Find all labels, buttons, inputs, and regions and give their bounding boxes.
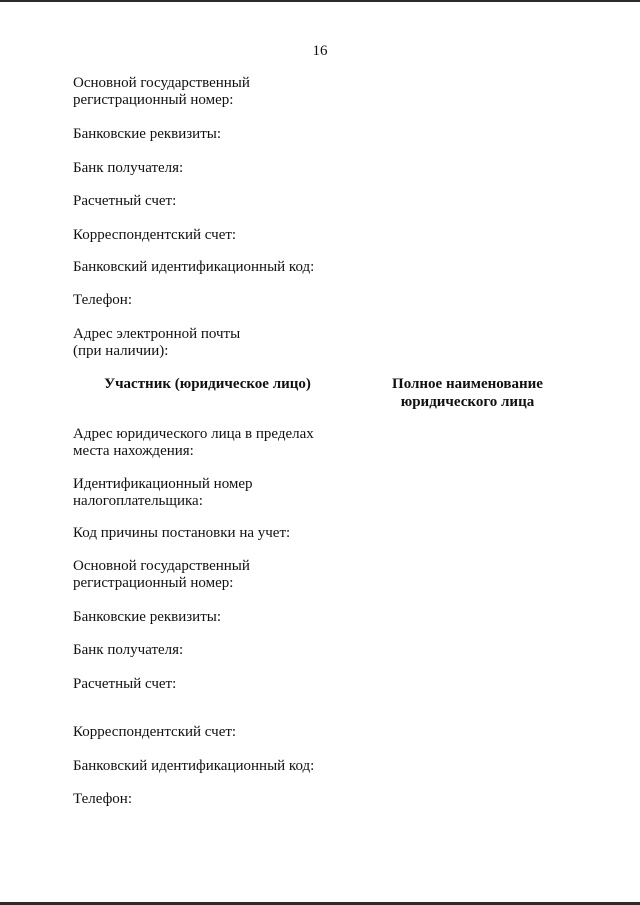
- page-number: 16: [312, 43, 328, 59]
- correspondent-account-label-2: Корреспондентский счет:: [73, 724, 237, 740]
- recipient-bank-label: Банк получателя:: [73, 160, 184, 176]
- scan-edge-top: [0, 0, 640, 2]
- recipient-bank-label-2: Банк получателя:: [73, 642, 184, 658]
- correspondent-account-label: Корреспондентский счет:: [73, 227, 237, 243]
- bic-label-2: Банковский идентификационный код:: [73, 758, 315, 774]
- phone-label: Телефон:: [73, 292, 132, 308]
- bank-details-label: Банковские реквизиты:: [73, 126, 222, 142]
- phone-label-2: Телефон:: [73, 791, 132, 807]
- full-name-heading: Полное наименование юридического лица: [392, 376, 543, 410]
- bank-details-label-2: Банковские реквизиты:: [73, 609, 222, 625]
- participant-heading: Участник (юридическое лицо): [104, 376, 311, 392]
- inn-label: Идентификационный номер налогоплательщика:: [73, 476, 253, 509]
- bic-label: Банковский идентификационный код:: [73, 259, 315, 275]
- email-label: Адрес электронной почты (при наличии):: [73, 326, 241, 359]
- settlement-account-label: Расчетный счет:: [73, 193, 177, 209]
- ogrn-label-2: Основной государственный регистрационный номер:: [73, 558, 250, 591]
- ogrn-label: Основной государственный регистрационный номер:: [73, 75, 250, 108]
- legal-address-label: Адрес юридического лица в пределах места нахождения:: [73, 426, 314, 459]
- settlement-account-label-2: Расчетный счет:: [73, 676, 177, 692]
- kpp-label: Код причины постановки на учет:: [73, 525, 291, 541]
